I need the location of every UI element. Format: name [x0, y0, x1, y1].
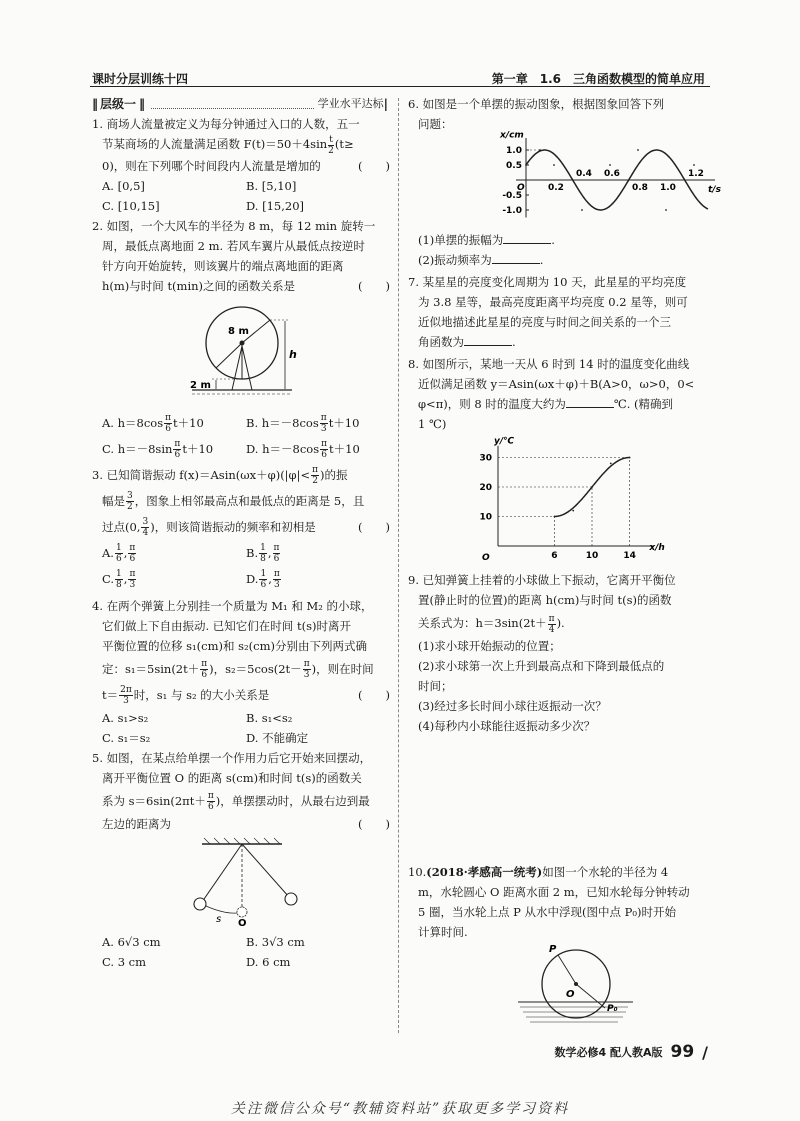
option-a: A. h＝8cos $\frac{\pi}{6}$ t＋10 [102, 413, 204, 434]
option-b: B. [5,10] [246, 178, 297, 193]
option-b: B. 3√3 cm [246, 934, 305, 949]
option-c: C. [10,15] [102, 198, 160, 213]
page-number: 99 [670, 1042, 695, 1062]
q8-line: 近似满足函数 y＝Asin(ωx＋φ)＋B(A>0，ω>0，0< [418, 377, 695, 391]
option-c: C. 3 cm [102, 954, 147, 969]
data-point [581, 209, 583, 211]
question-1 [92, 114, 390, 216]
question-3 [92, 462, 390, 592]
q2-options [92, 410, 390, 462]
q5-line: 左边的距离为 ( ) [102, 816, 390, 831]
question-7 [408, 272, 708, 352]
option-d: D. 6 cm [246, 954, 291, 969]
option-a: A. $\frac{1}{6}$ , $\frac{\pi}{6}$ [102, 543, 136, 564]
q2-line: 针方向开始旋转，则该翼片的端点离地面的距离 [102, 258, 344, 273]
data-point [693, 164, 695, 166]
data-point [629, 457, 631, 459]
header-right: 第一章 1.6 三角函数模型的简单应用 [491, 72, 705, 86]
point-p-label: P [549, 944, 557, 955]
question-2 [92, 216, 390, 462]
q4-line: t＝ $\frac{2\pi}{3}$ 时，s₁ 与 s₂ 的大小关系是 ( ) [102, 685, 390, 706]
q8-line: 8. 如图所示，某地一天从 6 时到 14 时的温度变化曲线 [408, 357, 690, 371]
option-c: C. h＝－8sin $\frac{\pi}{6}$ t＋10 [102, 439, 214, 460]
y-tick-label: 10 [479, 512, 492, 523]
option-c: C. s₁＝s₂ [102, 730, 151, 745]
point-p0-label: P₀ [607, 1004, 618, 1014]
q4-line: 4. 在两个弹簧上分别挂一个质量为 M₁ 和 M₂ 的小球， [92, 598, 373, 613]
option-d: D. h＝－8cos $\frac{\pi}{6}$ t＋10 [246, 439, 360, 460]
level-banner: ‖ 层级一 ‖ 学业水平达标 | [92, 94, 390, 114]
y-axis-label: x/cm [500, 130, 524, 141]
page-footer: 数学必修4 配人教A版 99 / [554, 1042, 708, 1062]
level-tag: 学业水平达标 [317, 97, 384, 110]
q4-line: 定：s₁＝5sin(2t＋ $\frac{\pi}{6}$ )，s₂＝5cos(2t－ $\frac{\pi}{3}$ )，则在时间 [102, 659, 374, 680]
q6-line: 6. 如图是一个单摆的振动图象，根据图象回答下列 [408, 97, 665, 111]
q9-sub-2b: 时间； [418, 679, 453, 693]
q3-line: 幅是 $\frac{3}{2}$ ，图象上相邻最高点和最低点的距离是 5，且 [102, 491, 365, 512]
q7-line: 为 3.8 星等，最高亮度距离平均亮度 0.2 星等，则可 [418, 295, 688, 309]
option-b: B. $\frac{1}{8}$ , $\frac{\pi}{6}$ [246, 543, 280, 564]
question-5 [92, 748, 390, 972]
data-point [665, 209, 667, 211]
radius-label: 8 m [228, 325, 249, 337]
x-axis-label: x/h [649, 543, 665, 553]
q5-options [92, 932, 390, 972]
q8-line: φ<π)，则 8 时的温度大约为 ℃. (精确到 [418, 397, 674, 411]
x-tick-label: 0.4 [576, 169, 592, 179]
q2-line: 周，最低点离地面 2 m. 若风车翼片从最低点按逆时 [102, 238, 365, 253]
right-column [408, 94, 721, 1014]
question-9 [408, 570, 708, 736]
data-point [637, 149, 639, 151]
x-tick-label: 0.8 [632, 183, 648, 193]
temperature-chart [408, 434, 708, 562]
question-6 [408, 94, 721, 270]
y-tick-label: -1.0 [502, 206, 522, 216]
q6-line: 问题： [418, 117, 453, 131]
q4-line: 它们做上下自由振动. 已知它们在时间 t(s)时离开 [102, 618, 351, 633]
option-a: A. [0,5] [102, 178, 145, 193]
pendulum-figure [92, 834, 390, 929]
q8-line: 1 ℃) [418, 417, 447, 431]
arc-label: s [216, 913, 222, 925]
q3-options [92, 540, 390, 592]
q9-sub-3: (3)经过多长时间小球往返振动一次？ [418, 699, 607, 713]
level-label: 层级一 [100, 97, 137, 111]
question-8 [408, 354, 708, 568]
q9-sub-4: (4)每秒内小球能往返振动多少次？ [418, 719, 596, 733]
q1-line: 1. 商场人流量被定义为每分钟通过入口的人数，五一 [92, 117, 360, 131]
q1-line: 0)，则在下列哪个时间段内人流量是增加的 ( ) [102, 158, 390, 173]
y-tick-label: 20 [479, 483, 492, 493]
option-d: D. 不能确定 [246, 730, 309, 745]
option-d: D. [15,20] [246, 198, 305, 213]
x-tick-label: 1.2 [688, 169, 704, 179]
option-a: A. 6√3 cm [102, 934, 161, 949]
data-point [610, 463, 612, 465]
center-o-label: O [566, 989, 575, 1000]
x-tick-label: 0.6 [604, 169, 620, 179]
windmill-figure [92, 296, 390, 404]
watermark-note: 关注微信公众号“教辅资料站”获取更多学习资料 [230, 1101, 570, 1117]
option-d: D. $\frac{1}{6}$ , $\frac{\pi}{3}$ [246, 569, 280, 590]
book-title: 数学必修4 配人教A版 [554, 1046, 663, 1059]
q2-line: h(m)与时间 t(min)之间的函数关系是 ( ) [102, 278, 390, 293]
origin-label: O [238, 917, 247, 929]
header-left: 课时分层训练十四 [92, 72, 189, 86]
x-tick-label: 1.0 [660, 183, 676, 193]
q3-line: 3. 已知简谐振动 f(x)＝Asin(ωx＋φ)(|φ|< $\frac{\pi}{2}$ )的振 [92, 465, 348, 486]
q2-line: 2. 如图，一个大风车的半径为 8 m，每 12 min 旋转一 [92, 218, 376, 233]
height-label: h [289, 347, 297, 361]
option-b: B. s₁<s₂ [246, 710, 293, 725]
q7-line: 角函数为 . [418, 335, 516, 349]
y-tick-label: 30 [479, 453, 492, 464]
q5-line: 5. 如图，在某点给单摆一个作用力后它开始来回摆动， [92, 750, 372, 765]
q3-line: 过点(0, $\frac{3}{4}$ )，则该简谐振动的频率和初相是 ( ) [102, 517, 390, 538]
q10-line: m，水轮圆心 O 距离水面 2 m，已知水轮每分钟转动 [418, 885, 690, 899]
q4-line: 平衡位置的位移 s₁(cm)和 s₂(cm)分别由下列两式确 [102, 638, 367, 653]
question-4 [92, 596, 390, 748]
q5-line: 离开平衡位置 O 的距离 s(cm)和时间 t(s)的函数关 [102, 770, 362, 785]
q10-line: 5 圈，当水轮上点 P 从水中浮现(图中点 P₀)时开始 [418, 905, 676, 919]
data-point [554, 516, 556, 518]
x-tick-label: 6 [551, 551, 558, 561]
data-point [591, 486, 593, 488]
q9-line: 9. 已知弹簧上挂着的小球做上下振动，它离开平衡位 [408, 573, 676, 587]
left-column [92, 94, 390, 972]
y-tick-label: -0.5 [502, 191, 522, 201]
question-10 [408, 862, 708, 1044]
q5-line: 系为 s＝6sin(2πt＋ $\frac{\pi}{6}$ )，单摆摆动时，从最右边到最 [102, 791, 370, 812]
q10-line: 10.(2018·孝感高一统考)如图一个水轮的半径为 4 [408, 865, 669, 879]
y-tick-label: 0.5 [506, 161, 522, 171]
data-point [525, 164, 527, 166]
data-point [572, 510, 574, 512]
q7-line: 7. 某星星的亮度变化周期为 10 天，此星星的平均亮度 [408, 275, 687, 289]
x-tick-label: 14 [623, 551, 636, 561]
q9-line: 置(静止时的位置)的距离 h(cm)与时间 t(s)的函数 [418, 593, 672, 607]
q9-sub-2: (2)求小球第一次上升到最高点和下降到最低点的 [418, 659, 665, 673]
waterwheel-figure [408, 942, 708, 1038]
q6-line: (1)单摆的振幅为 . [418, 233, 555, 247]
x-tick-label: 10 [585, 551, 599, 561]
pendulum-vibration-chart [408, 130, 721, 224]
q1-options [92, 176, 390, 216]
x-tick-label: 0.2 [548, 183, 564, 193]
q9-sub-1: (1)求小球开始振动的位置； [418, 639, 561, 653]
column-divider [398, 98, 399, 1033]
data-point [553, 164, 555, 166]
origin-label: O [517, 183, 525, 193]
q4-options [92, 708, 390, 748]
q10-line: 计算时间. [418, 925, 468, 939]
x-axis-label: t/s [708, 185, 721, 195]
data-point [539, 149, 541, 151]
ground-label: 2 m [190, 379, 211, 391]
header-rule [90, 86, 710, 87]
q6-line: (2)振动频率为 . [418, 253, 544, 267]
origin-label: O [482, 553, 490, 563]
y-axis-label: y/℃ [494, 436, 515, 447]
option-c: C. $\frac{1}{8}$ , $\frac{\pi}{3}$ [102, 569, 136, 590]
q9-line: 关系式为：h＝3sin(2t＋ $\frac{\pi}{4}$ ). [418, 613, 565, 635]
q1-line: 节某商场的人流量满足函数 F(t)＝50＋4sin $\frac{t}{2}$ (t≥ [102, 134, 354, 156]
option-a: A. s₁>s₂ [102, 710, 149, 725]
option-b: B. h＝－8cos $\frac{\pi}{3}$ t＋10 [246, 413, 360, 434]
data-point [609, 164, 611, 166]
q7-line: 近似地描述此星星的亮度与时间之间关系的一个三 [418, 315, 671, 329]
y-tick-label: 1.0 [506, 146, 522, 156]
